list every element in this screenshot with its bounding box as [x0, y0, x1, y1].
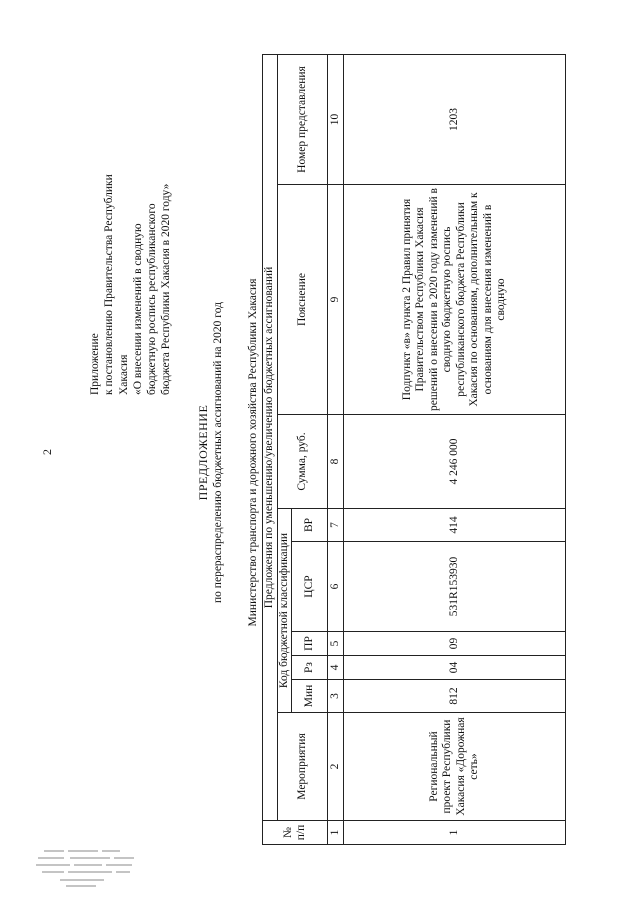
header-num: № п/п — [263, 821, 328, 845]
row-explanation: Подпункт «в» пункта 2 Правил принятия Правительством Республики Хакасия решений о внесении в 2020 году изменений в сводную бюджетную роспись республиканского бюджета Республики Хакасия по основаниям, дополнительным к основаниям для внесения изменений в сводную — [344, 185, 566, 415]
row-measure: Региональный проект Республики Хакасия «Дорожная сеть» — [344, 713, 566, 821]
annex-line: Приложение — [89, 333, 101, 395]
header-sum: Сумма, руб. — [277, 415, 328, 509]
annex-line: «О внесении изменений в сводную — [131, 223, 144, 395]
annex-line: к постановлению Правительства Республики — [103, 174, 116, 395]
allocation-table — [262, 54, 566, 845]
col-number: 9 — [328, 185, 344, 415]
col-number: 2 — [328, 713, 344, 821]
page-number: 2 — [40, 449, 54, 455]
row-num: 1 — [344, 821, 566, 845]
col-number: 4 — [328, 656, 344, 680]
column-number-row — [328, 55, 344, 845]
col-number: 7 — [328, 509, 344, 542]
header-vr: ВР — [292, 509, 328, 542]
header-pr: ПР — [292, 632, 328, 656]
annex-line: Хакасия — [117, 354, 130, 395]
header-csr: ЦСР — [292, 542, 328, 632]
row-csr: 531R153930 — [344, 542, 566, 632]
document-subtitle: по перераспределению бюджетных ассигнований на 2020 год — [212, 302, 224, 603]
header-min: Мин — [292, 680, 328, 713]
header-group: Предложения по уменьшению/увеличению бюджетных ассигнований — [263, 55, 278, 821]
col-number: 3 — [328, 680, 344, 713]
row-pr: 09 — [344, 632, 566, 656]
row-min: 812 — [344, 680, 566, 713]
header-rz: Рз — [292, 656, 328, 680]
header-row — [277, 55, 292, 845]
col-number: 10 — [328, 55, 344, 185]
header-explanation: Пояснение — [277, 185, 328, 415]
header-code-group: Код бюджетной классификации — [277, 509, 292, 713]
row-rz: 04 — [344, 656, 566, 680]
annex-block — [88, 65, 174, 395]
row-sum: 4 246 000 — [344, 415, 566, 509]
header-row — [263, 55, 278, 845]
row-number: 1203 — [344, 55, 566, 185]
col-number: 8 — [328, 415, 344, 509]
ministry-name: Министерство транспорта и дорожного хозяйства Республики Хакасия — [247, 278, 259, 627]
col-number: 5 — [328, 632, 344, 656]
faded-stamp-mark — [30, 848, 138, 890]
document-title: ПРЕДЛОЖЕНИЕ — [196, 404, 210, 501]
table-row — [344, 55, 566, 845]
annex-line: бюджета Республики Хакасия в 2020 году» — [160, 183, 173, 395]
header-measures: Мероприятия — [277, 713, 328, 821]
header-number: Номер представления — [277, 55, 328, 185]
row-vr: 414 — [344, 509, 566, 542]
col-number: 1 — [328, 821, 344, 845]
col-number: 6 — [328, 542, 344, 632]
annex-line: бюджетную роспись республиканского — [146, 203, 159, 395]
